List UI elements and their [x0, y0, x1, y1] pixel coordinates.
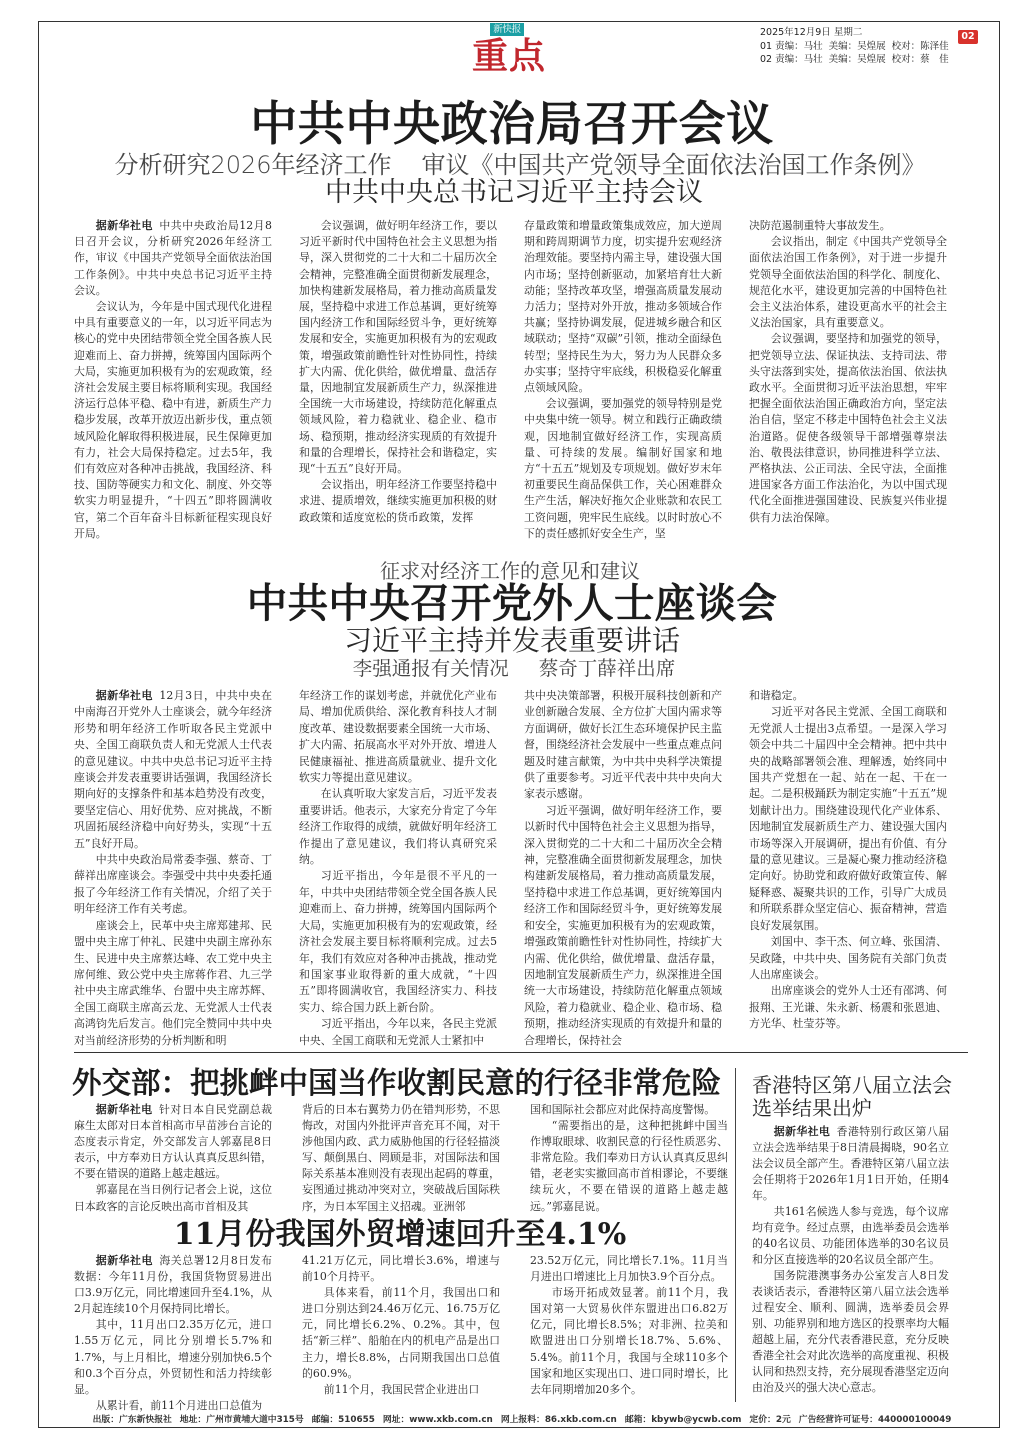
- dateline: 据新华社电: [95, 1103, 153, 1116]
- paragraph: 共161名候选人参与竞选，每个议席均有竞争。经过点票，由选举委员会选举的40名议员、功能团体选举的30名议员和分区直接选举的20名议员全部产生。: [752, 1205, 949, 1266]
- paragraph: 41.21万亿元，同比增长3.6%，增速与前10个月持平。: [302, 1254, 500, 1284]
- credit-page: 01: [760, 40, 773, 52]
- paragraph: 会议指出，明年经济工作要坚持稳中求进、提质增效，继续实施更加积极的财政政策和适度宽松的货币政策，发挥: [299, 478, 497, 524]
- paragraph: 会议强调，做好明年经济工作，要以习近平新时代中国特色社会主义思想为指导，深入贯彻党的二十大和二十届历次全会精神，完整准确全面贯彻新发展理念，加快构建新发展格局，着力推动高质量发展，坚持稳中求进工作总基调，更好统筹国内经济工作和国际经贸斗争，更好统筹发展和安全，实施更加积极有为的宏观政策，增强政策前瞻性针对性协同性，持续扩大内需、优化供给，做优增量、盘活存量，因地制宜发展新质生产力，纵深推进全国统一大市场建设，持续防范化解重点领域风险，着力稳就业、稳企业、稳市场、稳预期，推动经济实现质的有效提升和量的合理增长，保持社会和谐稳定，实现“十五五”良好开局。: [299, 219, 497, 476]
- subheadline-secondary: [2, 657, 1024, 680]
- subheadline-secondary: 中共中央总书记习近平主持会议: [325, 177, 703, 208]
- dateline: 据新华社电: [95, 689, 153, 702]
- subheadline-part: 李强通报有关情况: [352, 657, 509, 680]
- headline-foreign-trade: 11月份我国外贸增速回升至4.1%: [173, 1217, 627, 1252]
- footer-publisher: 出版：广东新快报社: [92, 1415, 172, 1425]
- paragraph: 市场开拓成效显著。前11个月，我国对第一大贸易伙伴东盟进出口6.82万亿元，同比增长8.5%；对非洲、拉美和欧盟进出口分别增长18.7%、5.6%、5.4%。前11个月，我国与全球110多个国家和地区实现出口、进口同时增长，比去年同期增加20多个。: [530, 1286, 728, 1396]
- article-column: [749, 688, 947, 1033]
- dateline: 据新华社电: [95, 219, 153, 232]
- paragraph: [74, 218, 272, 299]
- credit-editor: 责编：马壮: [775, 40, 823, 52]
- article-column: [299, 218, 497, 526]
- section-divider: [74, 1052, 968, 1053]
- footer-news-tip: 网上报料：86.xkb.com.cn: [500, 1415, 617, 1425]
- kicker: 征求对经济工作的意见和建议: [380, 559, 640, 583]
- paragraph: 其中，11月出口2.35万亿元，进口1.55万亿元，同比分别增长5.7%和1.7%，与上月相比，增速分别加快6.5个和0.3个百分点，外贸韧性和活力持续彰显。: [74, 1318, 272, 1396]
- credit-designer: 美编：吴煌展: [828, 40, 886, 52]
- paragraph: 决防范遏制重特大事故发生。: [749, 219, 891, 232]
- paragraph: [74, 1102, 272, 1182]
- article-column: [299, 688, 497, 1049]
- issue-info: [760, 26, 952, 67]
- footer-imprint: [0, 1415, 1024, 1426]
- paragraph: 会议认为，今年是中国式现代化进程中具有重要意义的一年，以习近平同志为核心的党中央团结带领全党全国各族人民迎难而上、奋力拼搏，统筹国内国际两个大局，实施更加积极有为的宏观政策，经济社会发展主要目标将顺利实现。我国经济运行总体平稳、稳中有进，新质生产力稳步发展，改革开放迈出新步伐，重点领域风险化解取得积极进展，民生保障更加有力，社会大局保持稳定。过去5年，我们有效应对各种冲击挑战，我国经济、科技、国防等硬实力和文化、制度、外交等软实力明显提升，“十四五”即将圆满收官，第二个百年奋斗目标新征程实现良好开局。: [74, 300, 272, 540]
- article-column: [74, 688, 272, 1049]
- footer-postcode: 邮编：510655: [311, 1415, 375, 1425]
- article-column: [74, 1253, 272, 1414]
- footer-price: 定价：2元: [749, 1415, 791, 1425]
- headline-hk-election: [752, 1074, 957, 1120]
- subheadline: 习近平主持并发表重要讲话: [343, 624, 680, 657]
- paragraph: 和谐稳定。: [749, 689, 804, 702]
- sidebar-column: [752, 1124, 949, 1396]
- credit-proofreader: 校对：陈泽佳: [891, 40, 949, 52]
- paragraph: 存量政策和增量政策集成效应，加大逆周期和跨周期调节力度，切实提升宏观经济治理效能。要坚持内需主导，建设强大国内市场；坚持创新驱动，加紧培育壮大新动能；坚持改革攻坚，增强高质量发展动力活力；坚持对外开放，推动多领域合作共赢；坚持协调发展，促进城乡融合和区域联动；坚持“双碳”引领，推动全面绿色转型；坚持民生为大，努力为人民群众多办实事；坚持守牢底线，积极稳妥化解重点领域风险。: [524, 219, 722, 395]
- paragraph: 座谈会上，民革中央主席郑建邦、民盟中央主席丁仲礼、民建中央副主席孙东生、民进中央主席蔡达峰、农工党中央主席何维、致公党中央主席蒋作君、九三学社中央主席武维华、台盟中央主席苏辉、全国工商联主席高云龙、无党派人士代表高鸿钧先后发言。他们完全赞同中共中央对当前经济形势的分析判断和明: [74, 918, 272, 1047]
- article-column: [524, 688, 722, 1049]
- article-column: [74, 1102, 272, 1215]
- paragraph: 23.52万亿元，同比增长7.1%。11月当月进出口增速比上月加快3.9个百分点。: [530, 1254, 728, 1284]
- paragraph: 共中央决策部署，积极开展科技创新和产业创新融合发展、全方位扩大国内需求等方面调研，做好长江生态环境保护民主监督，围绕经济社会发展中一些重点难点问题及时建言献策，为中共中央科学决策提供了重要参考。习近平代表中共中央向大家表示感谢。: [524, 689, 722, 801]
- footer-website: 网址：www.xkb.com.cn: [382, 1415, 493, 1425]
- article-column: [530, 1102, 728, 1215]
- issue-date: 2025年12月9日 星期二: [760, 27, 863, 38]
- credit-page: 02: [760, 54, 773, 65]
- subheadline-part: 分析研究2026年经济工作: [114, 151, 392, 179]
- paragraph-text: 中共中央政治局12月8日召开会议，分析研究2026年经济工作，审议《中国共产党领导全面依法治国工作条例》。中共中央总书记习近平主持会议。: [74, 219, 272, 297]
- footer-address: 地址：广州市黄埔大道中315号: [179, 1415, 304, 1425]
- paragraph: 习近平指出，今年是很不平凡的一年，中共中央团结带领全党全国各族人民迎难而上、奋力拼搏，统筹国内国际两个大局，实施更加积极有为的宏观政策，经济社会发展主要目标将顺利完成。过去5年，我们有效应对各种冲击挑战，推动党和国家事业取得新的重大成就，“十四五”即将圆满收官，我国经济实力、科技实力、综合国力跃上新台阶。: [299, 869, 497, 1014]
- paragraph-text: 针对日本自民党副总裁麻生太郎对日本首相高市早苗涉台言论的态度表示肯定，外交部发言人郭嘉昆8日表示，中方奉劝日方认认真真反思纠错，不要在错误的道路上越走越远。: [74, 1103, 272, 1181]
- headline-mfa: 外交部：把挑衅中国当作收割民意的行径非常危险: [72, 1065, 722, 1100]
- subheadline-part: 蔡奇丁薛祥出席: [538, 657, 676, 680]
- paragraph: 会议强调，要坚持和加强党的领导，把党领导立法、保证执法、支持司法、带头守法落到实处，提高依法治国、依法执政水平。全面贯彻习近平法治思想，牢牢把握全面依法治国正确政治方向，坚定法治自信，坚定不移走中国特色社会主义法治道路。促使各级领导干部增强尊崇法治、敬畏法律意识，协同推进科学立法、严格执法、公正司法、全民守法，全面推进国家各方面工作法治化，为以中国式现代化全面推进强国建设、民族复兴伟业提供有力法治保障。: [749, 332, 947, 524]
- paragraph: [74, 688, 272, 852]
- article-column: [530, 1253, 728, 1398]
- paragraph: 会议指出，制定《中国共产党领导全面依法治国工作条例》，对于进一步提升党领导全面依法治国的科学化、制度化、规范化水平，建设更加完善的中国特色社会主义法治体系，建设更高水平的社会主义法治国家，具有重要意义。: [749, 235, 947, 330]
- article-column: [524, 218, 722, 542]
- credit-proofreader: 校对：蔡 佳: [891, 54, 949, 65]
- headline-line: 选举结果出炉: [752, 1096, 872, 1120]
- paragraph-text: 海关总署12月8日发布数据：今年11月份，我国货物贸易进出口3.9万亿元，同比增速回升至4.1%，从2月起连续10个月保持同比增长。: [74, 1254, 272, 1316]
- paragraph: 在认真听取大家发言后，习近平发表重要讲话。他表示，大家充分肯定了今年经济工作取得的成绩，就做好明年经济工作提出了意见建议，我们将认真研究采纳。: [299, 787, 497, 867]
- headline-politburo-meeting: 中共中央政治局召开会议: [250, 97, 774, 152]
- paragraph: 刘国中、李干杰、何立峰、张国清、吴政隆，中共中央、国务院有关部门负责人出席座谈会。: [749, 935, 947, 981]
- article-column: [74, 218, 272, 542]
- credit-editor: 责编：马壮: [775, 54, 823, 65]
- paragraph: 从累计看，前11个月进出口总值为: [95, 1398, 263, 1412]
- page-number: 02: [958, 30, 978, 44]
- paragraph: 年经济工作的谋划考虑，并就优化产业布局、增加优质供给、深化教育科技人才制度改革、建设数据要素全国统一大市场、扩大内需、拓展高水平对外开放、增进人民健康福祉、推进高质量就业、提升文化软实力等提出意见建议。: [299, 689, 497, 785]
- paragraph: 出席座谈会的党外人士还有邵鸿、何报翔、王光谦、朱永新、杨震和张恩迪、方光华、杜莹芬等。: [749, 984, 947, 1031]
- article-column: [302, 1102, 500, 1215]
- subheadline-part: 审议《中国共产党领导全面依法治国工作条例》: [421, 151, 926, 179]
- footer-email: 邮箱：kbywb@ycwb.com: [624, 1415, 742, 1425]
- paragraph: 中共中央政治局常委李强、蔡奇、丁薛祥出席座谈会。李强受中共中央委托通报了今年经济工作有关情况，介绍了关于明年经济工作有关考虑。: [74, 853, 272, 916]
- credit-row: [760, 53, 952, 67]
- paragraph: 国务院港澳事务办公室发言人8日发表谈话表示，香港特区第八届立法会选举过程安全、顺利、圆满，选举委员会界别、功能界别和地方选区的投票率均大幅超越上届，充分代表香港民意，充分反映香港全社会对此次选举的高度重视、积极认同和热烈支持，充分展现香港坚定迈向由治及兴的强大决心意志。: [752, 1269, 949, 1394]
- subheadline: [8, 151, 1024, 179]
- brand-badge: 新快报: [490, 23, 524, 36]
- paragraph: 习近平对各民主党派、全国工商联和无党派人士提出3点希望。一是深入学习领会中共二十届四中全会精神。把中共中央的战略部署领会准、理解透，始终同中国共产党想在一起、站在一起、干在一起。二是积极踊跃为制定实施“十五五”规划献计出力。围绕建设现代化产业体系、因地制宜发展新质生产力、建设强大国内市场等深入开展调研，提出有价值、有分量的意见建议。三是凝心聚力推动经济稳定向好。协助党和政府做好政策宣传、解疑释惑、凝聚共识的工作，引导广大成员和所联系群众坚定信心、振奋精神，营造良好发展氛围。: [749, 705, 947, 932]
- article-column: [302, 1253, 500, 1398]
- paragraph: 前11个月，我国民营企业进出口: [323, 1382, 480, 1396]
- paragraph: 习近平强调，做好明年经济工作，要以新时代中国特色社会主义思想为指导，深入贯彻党的二十大和二十届历次全会精神，完整准确全面贯彻新发展理念，加快构建新发展格局，着力推动高质量发展，坚持稳中求进工作总基调，更好统筹国内经济工作和国际经贸斗争，更好统筹发展和安全，实施更加积极有为的宏观政策，增强政策前瞻性针对性协同性，持续扩大内需、优化供给，做优增量、盘活存量，因地制宜发展新质生产力，纵深推进全国统一大市场建设，持续防范化解重点领域风险，着力稳就业、稳企业、稳市场、稳预期，推动经济实现质的有效提升和量的合理增长，保持社会: [524, 803, 722, 1047]
- paragraph-text: 12月3日，中共中央在中南海召开党外人士座谈会，就今年经济形势和明年经济工作听取各民主党派中央、全国工商联负责人和无党派人士代表的意见建议。中共中央总书记习近平主持座谈会并发表重要讲话强调，我国经济长期向好的支撑条件和基本趋势没有改变，要坚定信心、用好优势、应对挑战，不断巩固拓展经济稳中向好势头，实现“十五五”良好开局。: [74, 689, 272, 850]
- paragraph-text: 香港特别行政区第八届立法会选举结果于8日清晨揭晓，90名立法会议员全部产生。香港特区第八届立法会任期将于2026年1月1日开始，任期4年。: [752, 1125, 949, 1202]
- credit-row: [760, 40, 952, 54]
- section-title: 重点: [472, 35, 547, 77]
- paragraph: “需要指出的是，这种把挑衅中国当作博取眼球、收割民意的行径性质恶劣、非常危险。我们奉劝日方认认真真反思纠错，老老实实撤回高市首相谬论，不要继续玩火，不要在错误的道路上越走越远。”郭嘉昆说。: [530, 1119, 728, 1213]
- dateline: 据新华社电: [773, 1125, 831, 1138]
- credit-designer: 美编：吴煌展: [828, 54, 886, 65]
- dateline: 据新华社电: [95, 1254, 153, 1267]
- paragraph: 具体来看，前11个月，我国出口和进口分别达到24.46万亿元、16.75万亿元，同比增长6.2%、0.2%。其中，包括“新三样”、船舶在内的机电产品是出口主力，增长8.8%，占同期我国出口总值的60.9%。: [302, 1286, 500, 1380]
- article-column: [749, 218, 947, 526]
- column-divider: [735, 1068, 736, 1402]
- paragraph: 郭嘉昆在当日例行记者会上说，这位日本政客的言论反映出高市首相及其: [74, 1183, 272, 1213]
- paragraph: 背后的日本右翼势力仍在错判形势，不思悔改，对国内外批评声音充耳不闻，对干涉他国内政、武力威胁他国的行径轻描淡写、颠倒黑白、罔顾是非，对国际法和国际关系基本准则没有表现出起码的尊重，妄图通过挑动冲突对立，突破战后国际秩序，为日本军国主义招魂。亚洲邻: [302, 1103, 500, 1213]
- footer-license: 广告经营许可证号：440000100049: [798, 1415, 952, 1425]
- paragraph: 会议强调，要加强党的领导特别是党中央集中统一领导。树立和践行正确政绩观，因地制宜做好经济工作，实现高质量、可持续的发展。编制好国家和地方“十五五”规划及专项规划。做好岁末年初重要民生商品保供工作，关心困难群众生产生活，解决好拖欠企业账款和农民工工资问题，兜牢民生底线。以时时放心不下的责任感抓好安全生产，坚: [524, 397, 722, 540]
- headline-line: 香港特区第八届立法会: [752, 1073, 952, 1097]
- paragraph: 国和国际社会都应对此保持高度警惕。: [530, 1103, 716, 1116]
- paragraph: [74, 1253, 272, 1317]
- paragraph: 习近平指出，今年以来，各民主党派中央、全国工商联和无党派人士紧扣中: [299, 1017, 497, 1047]
- paragraph: [752, 1124, 949, 1204]
- headline-symposium: 中共中央召开党外人士座谈会: [246, 579, 778, 627]
